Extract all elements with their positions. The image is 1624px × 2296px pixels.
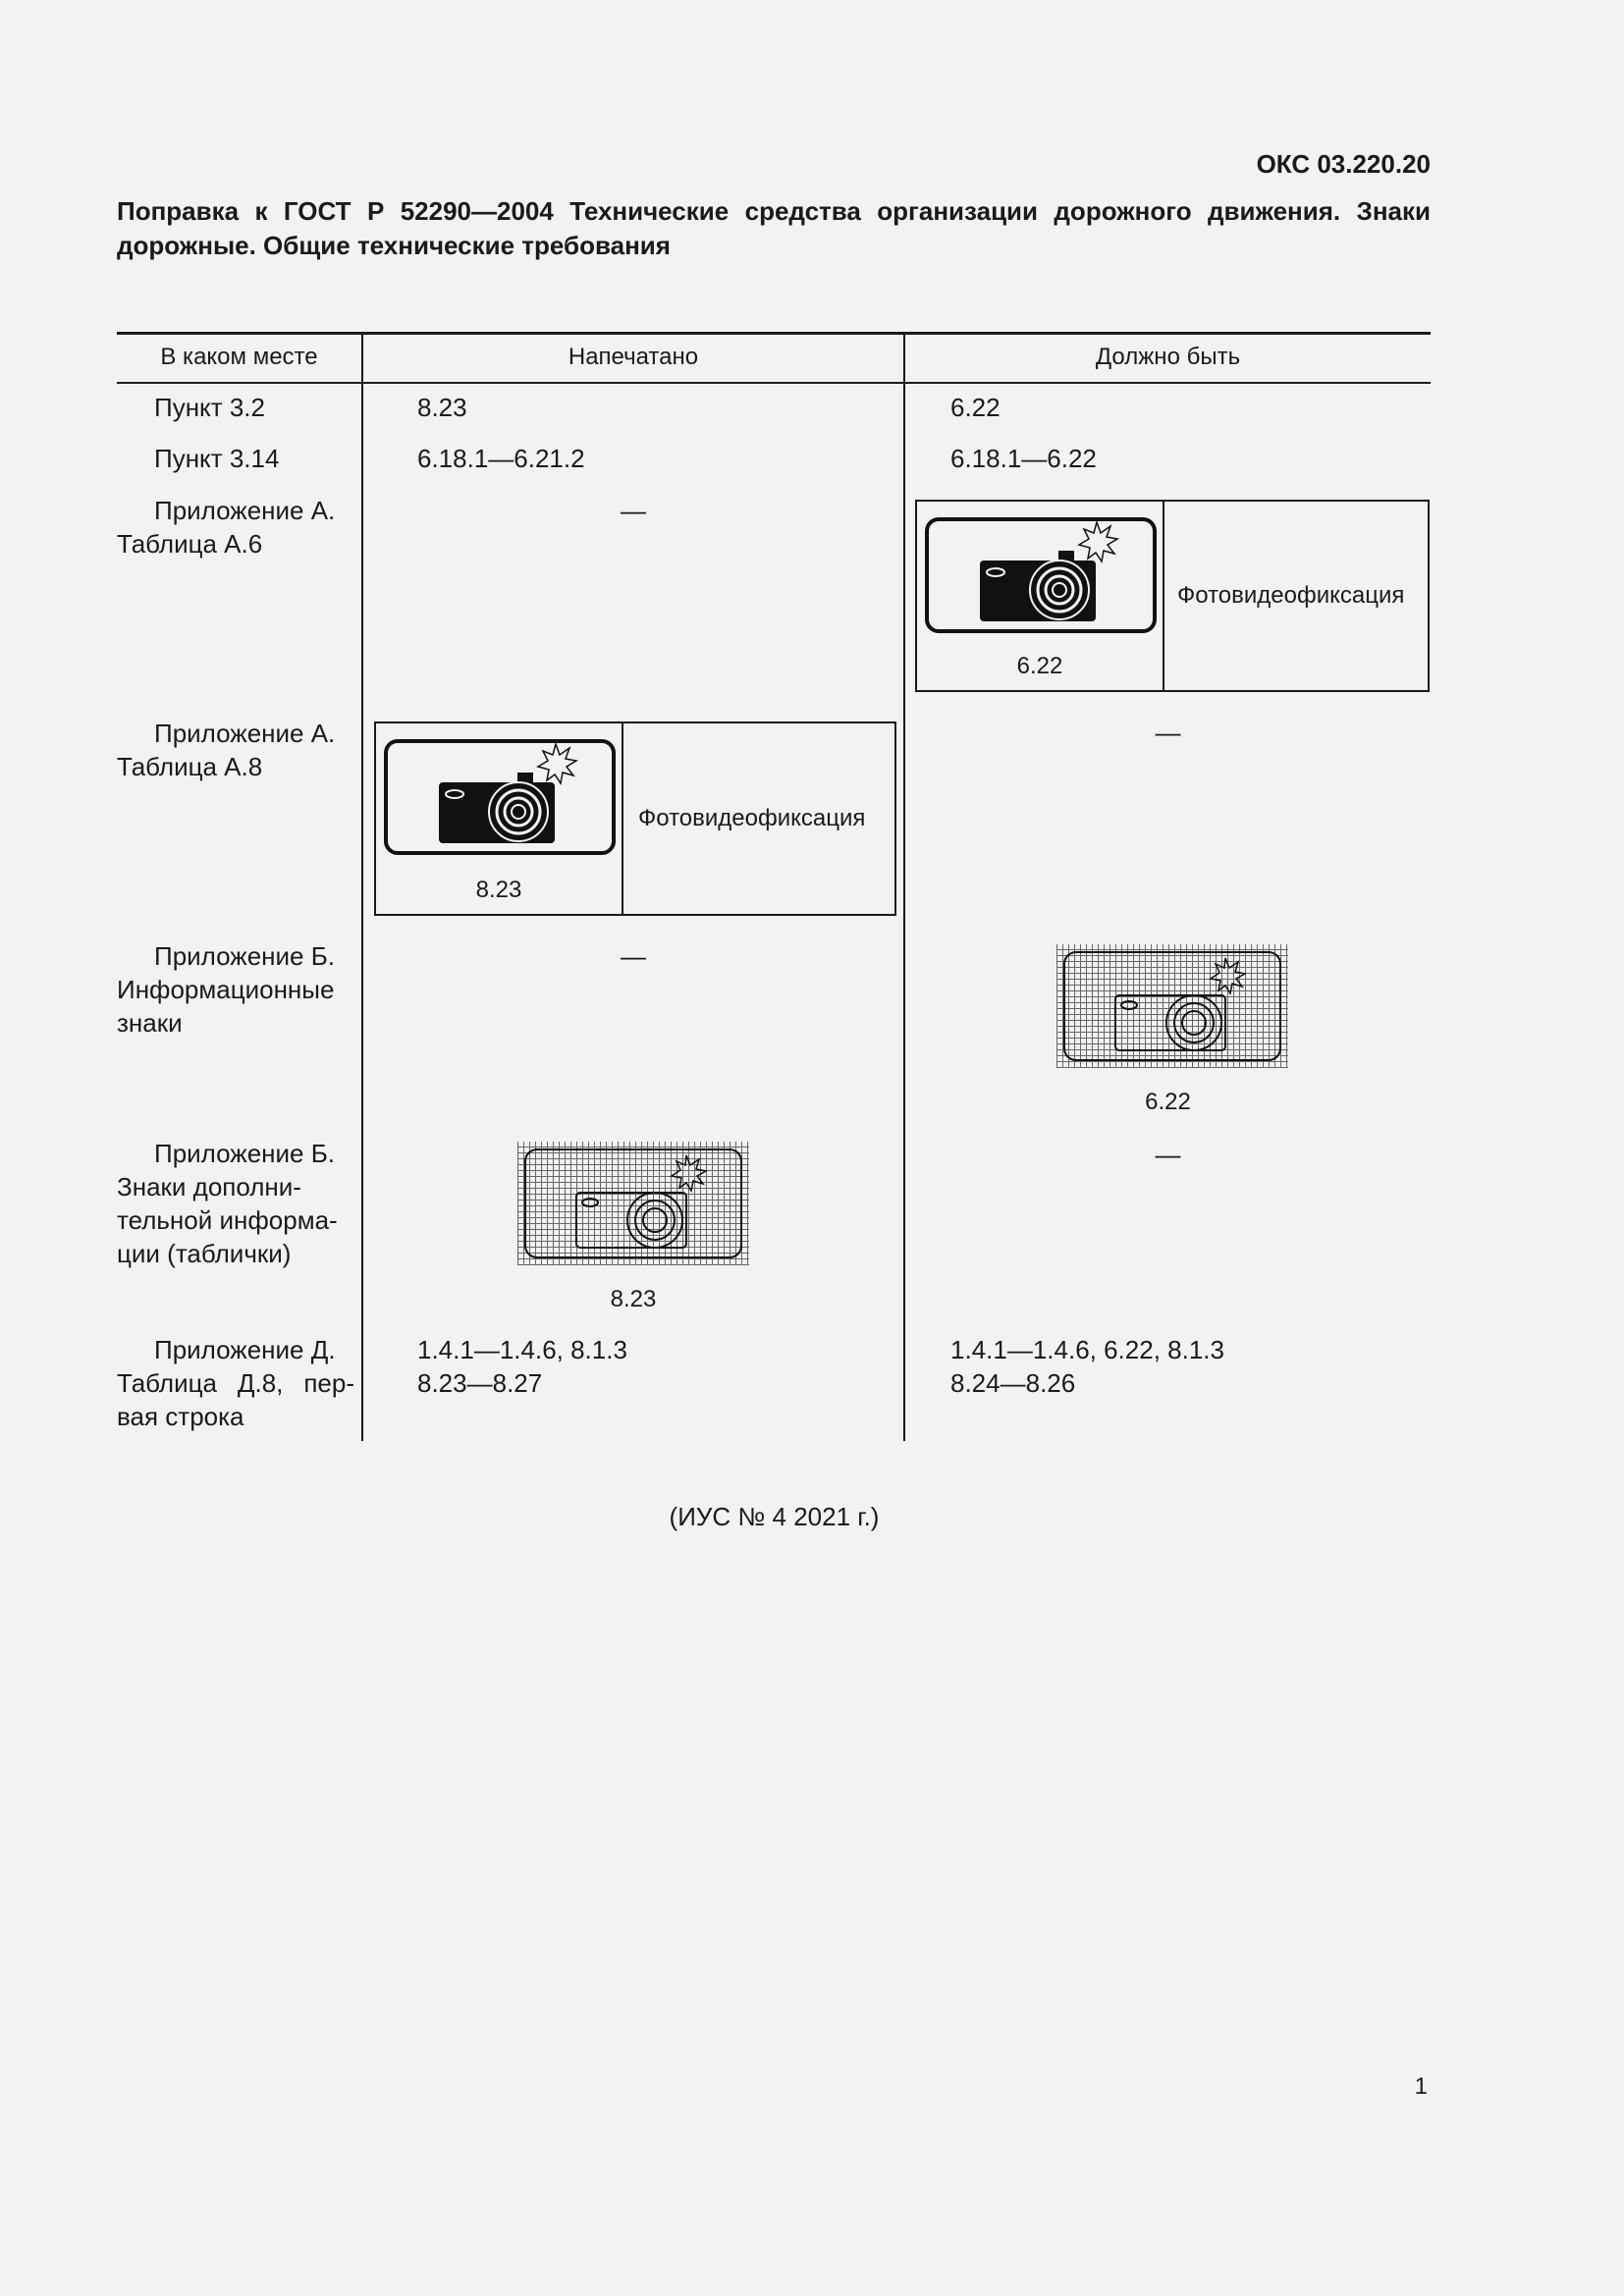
row-3-should-sign-table xyxy=(915,500,1430,692)
table-top-rule xyxy=(117,332,1431,335)
row-7-place: Приложение Д. Таблица Д.8, пер-вая строка xyxy=(117,1335,354,1431)
row-4-should: — xyxy=(1155,718,1181,747)
camera-outline-icon xyxy=(1056,944,1288,1068)
row-3-should-sign-label: Фотовидеофиксация xyxy=(1177,582,1405,609)
row-5-should-sign-number: 6.22 xyxy=(1145,1089,1191,1115)
row-5-should-sign-drawing xyxy=(1056,944,1288,1068)
row-4-printed-sign-number: 8.23 xyxy=(475,877,522,903)
camera-sign xyxy=(384,739,616,855)
row-4-place: Приложение А. Таблица А.8 xyxy=(117,719,336,781)
camera-outline-icon xyxy=(517,1142,749,1265)
document-title: Поправка к ГОСТ Р 52290—2004 Технические средства организации дорожного движения. Знаки дорожные. Общие технические требования xyxy=(117,196,1431,260)
oks-code: ОКС 03.220.20 xyxy=(1256,149,1431,179)
row-6-printed-sign-drawing xyxy=(517,1142,749,1265)
ius-reference: (ИУС № 4 2021 г.) xyxy=(669,1502,880,1531)
row-2-printed: 6.18.1—6.21.2 xyxy=(417,444,585,473)
row-5-printed: — xyxy=(621,941,646,971)
row-7-should: 1.4.1—1.4.6, 6.22, 8.1.3 8.24—8.26 xyxy=(950,1335,1224,1398)
camera-icon xyxy=(925,517,1157,633)
row-6-place: Приложение Б. Знаки дополни-тельной информа-ции (таблички) xyxy=(117,1139,338,1268)
row-1-printed: 8.23 xyxy=(417,393,467,422)
row-2-should: 6.18.1—6.22 xyxy=(950,444,1097,473)
row-1-should: 6.22 xyxy=(950,393,1001,422)
header-printed: Напечатано xyxy=(568,344,699,370)
table-header-rule xyxy=(117,382,1431,384)
camera-icon xyxy=(384,739,616,855)
row-7-printed: 1.4.1—1.4.6, 8.1.3 8.23—8.27 xyxy=(417,1335,627,1398)
row-6-should: — xyxy=(1155,1140,1181,1169)
row-3-should-sign-number: 6.22 xyxy=(1016,653,1063,679)
row-5-place: Приложение Б. Информационные знаки xyxy=(117,941,336,1038)
row-4-printed-sign-table xyxy=(374,721,896,916)
row-2-place: Пункт 3.14 xyxy=(154,444,280,473)
row-3-printed: — xyxy=(621,496,646,525)
row-6-printed-sign-number: 8.23 xyxy=(610,1286,657,1312)
camera-sign xyxy=(925,517,1157,633)
row-4-printed-sign-label: Фотовидеофиксация xyxy=(638,805,866,831)
row-3-place: Приложение А. Таблица А.6 xyxy=(117,496,336,559)
header-place: В каком месте xyxy=(160,344,318,370)
header-should-be: Должно быть xyxy=(1095,344,1241,370)
column-divider-2 xyxy=(903,332,905,1441)
page-number: 1 xyxy=(1414,2073,1428,2100)
row-1-place: Пункт 3.2 xyxy=(154,393,265,422)
